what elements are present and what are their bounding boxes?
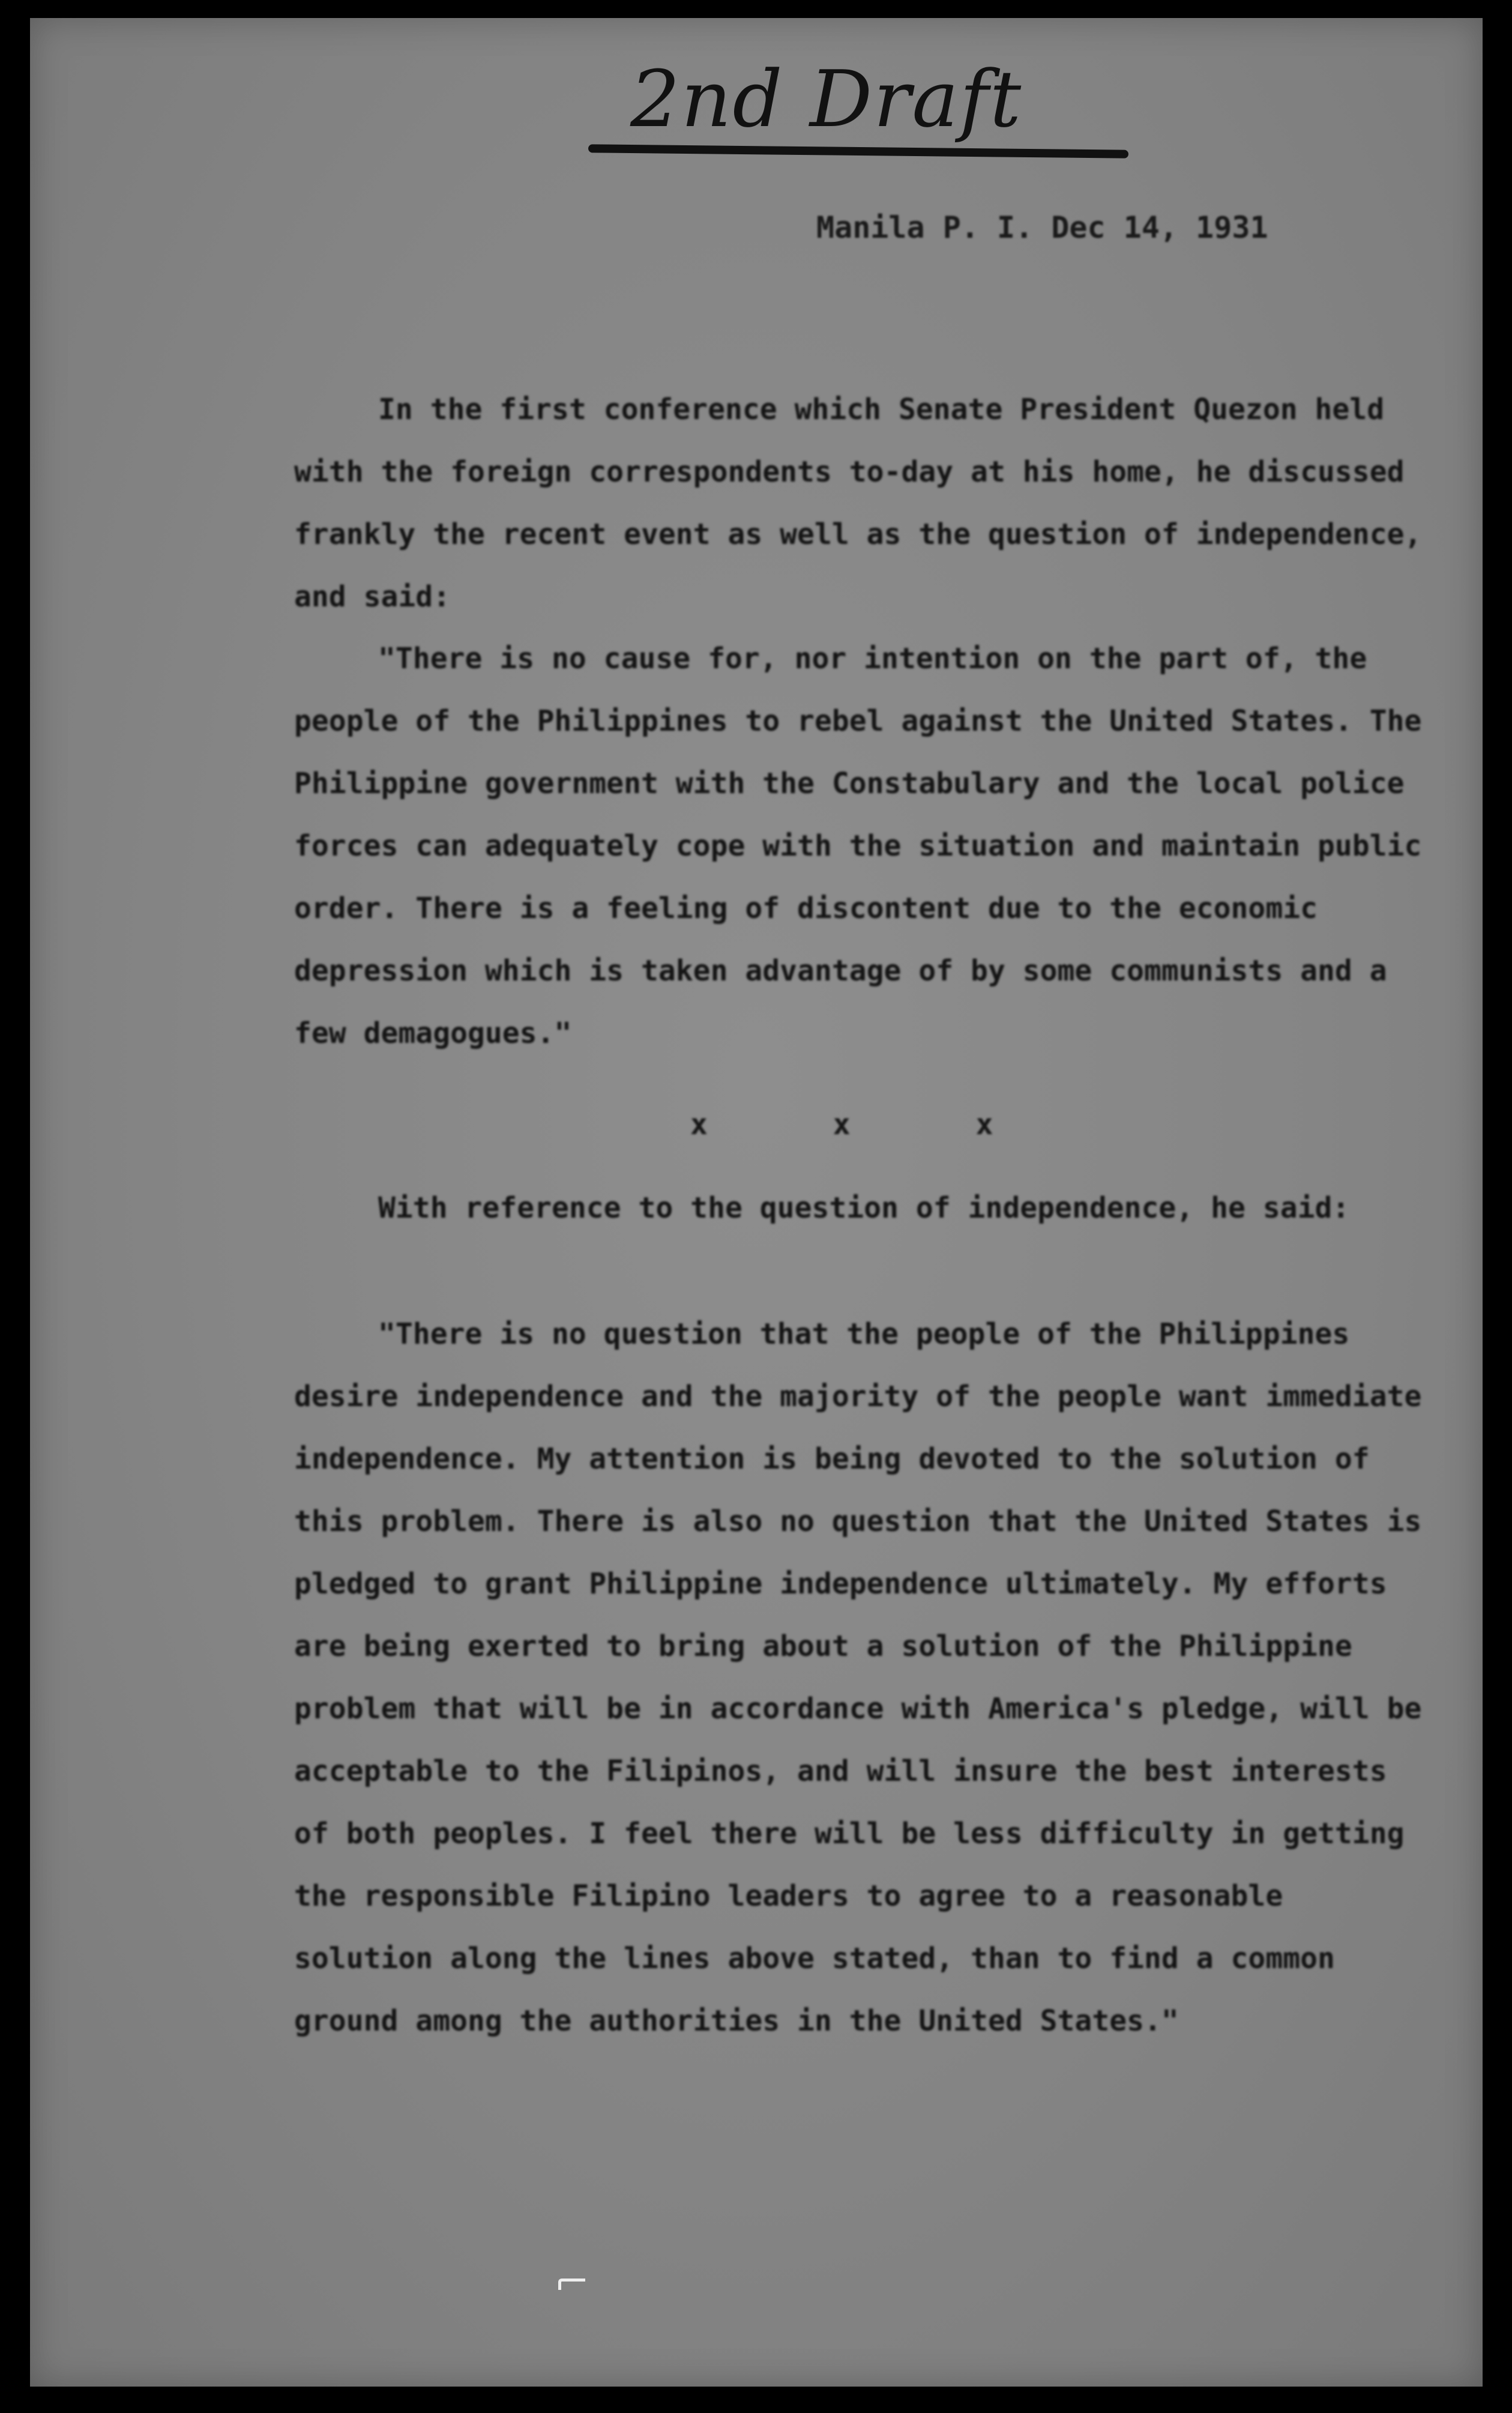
- document-page: [30, 18, 1483, 2387]
- paragraph-text: "There is no question that the people of the Philippines desire independence and the majority of the people want immediate independence. My attention is being devoted to the solution of this problem. There is also no question that the United States is pledged to grant Philippine independence ultimately. My efforts are being exerted to bring about a solution of the Philippine problem that will be in accordance with America's pledge, will be acceptable to the Filipinos, and will insure the best interests of both peoples. I feel there will be less difficulty in getting the responsible Filipino leaders to agree to a reasonable solution along the lines above stated, than to find a common ground among the authorities in the United States.": [294, 1317, 1422, 2038]
- section-separator: x x x: [690, 1108, 1047, 1141]
- paragraph-text: With reference to the question of independence, he said:: [378, 1191, 1350, 1225]
- paragraph-quote-1: [294, 627, 1429, 1065]
- paragraph-text: In the first conference which Senate President Quezon held with the foreign correspondents to-day at his home, he discussed frankly the recent event as well as the question of independence, and said:: [294, 393, 1422, 614]
- paragraph-quote-2: [294, 1303, 1435, 2052]
- handwritten-underline: [588, 144, 1128, 158]
- paragraph-intro: [294, 378, 1429, 628]
- paragraph-text: "There is no cause for, nor intention on the part of, the people of the Philippines to rebel against the United States. The Philippine government with the Constabulary and the local police forces can adequately cope with the situation and maintain public order. There is a feeling of discontent due to the economic depression which is taken advantage of by some communists and a few demagogues.": [294, 642, 1422, 1050]
- paper-mark: [558, 2279, 585, 2290]
- handwritten-draft-note: 2nd Draft: [630, 53, 1023, 145]
- dateline: Manila P. I. Dec 14, 1931: [816, 210, 1268, 245]
- paragraph-reference: [294, 1177, 1429, 1239]
